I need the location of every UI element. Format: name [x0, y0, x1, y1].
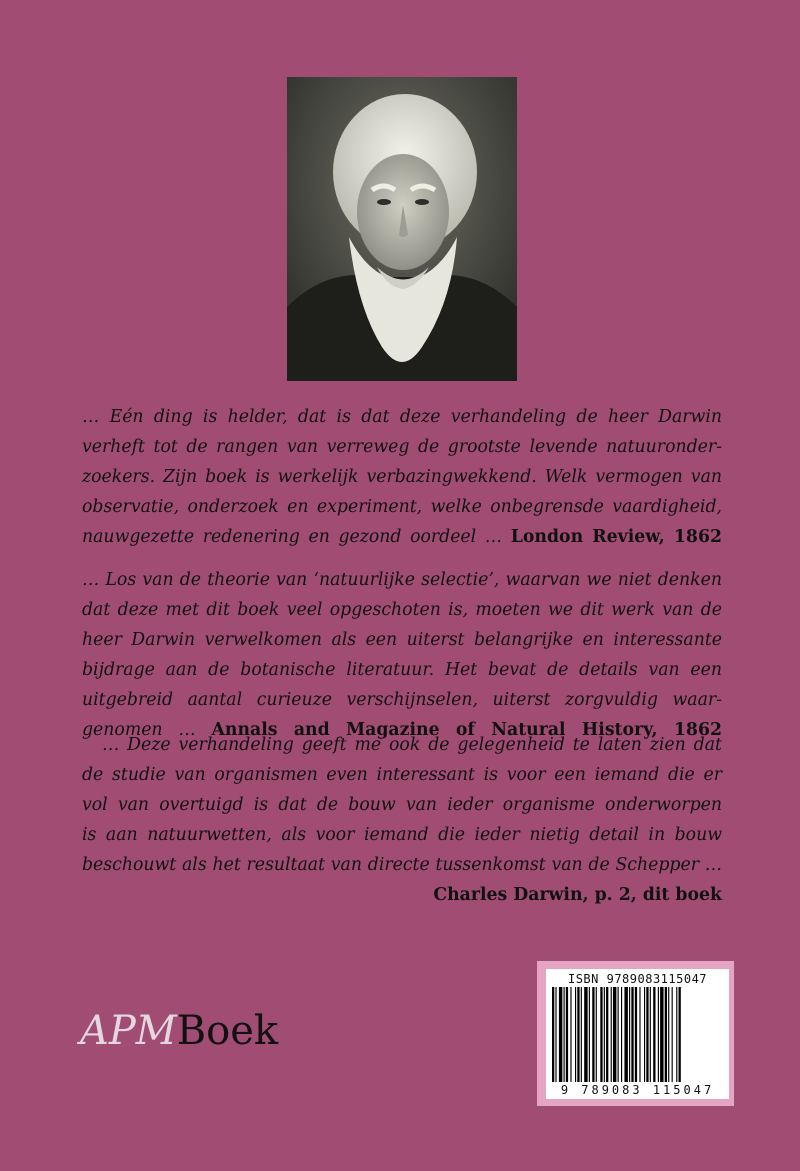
barcode-bar [613, 987, 616, 1087]
barcode-bar [570, 987, 571, 1087]
quote-line: zoekers. Zijn boek is werkelijk verbazingwekkend. Welk vermogen van [82, 467, 722, 487]
barcode-bar [646, 987, 648, 1087]
barcode-bar [658, 987, 659, 1087]
barcode-bar [635, 987, 637, 1087]
barcode-digits: 9 789083 115047 [546, 1082, 729, 1097]
quote-line: … Deze verhandeling geeft me ook de gelegenheid te laten zien dat [102, 735, 722, 755]
barcode-bar [668, 987, 669, 1087]
barcode-bars [552, 987, 724, 1087]
barcode-bar [589, 987, 590, 1087]
quote-source: Annals and Magazine of Natural History, 1862 [211, 720, 723, 740]
quote-line: heer Darwin verwelkomen als een uiterst belangrijke en interessante [82, 630, 722, 650]
barcode-bar [660, 987, 663, 1087]
quote-line-final [82, 522, 722, 552]
quote-line-final [82, 880, 722, 910]
barcode-bar [665, 987, 667, 1087]
publisher-logo [80, 1008, 278, 1054]
quote-line: observatie, onderzoek en experiment, welke onbegrensde vaardigheid, [82, 497, 722, 517]
barcode-bar [555, 987, 556, 1087]
barcode-bar [577, 987, 579, 1087]
barcode-bar [552, 987, 554, 1087]
barcode-bar [650, 987, 651, 1087]
quote-line: is aan natuurwetten, als voor iemand die ieder nietig detail in bouw [82, 825, 722, 845]
logo-apm: APM [80, 1008, 177, 1054]
quote-line: bijdrage aan de botanische literatuur. Het bevat de details van een [82, 660, 722, 680]
barcode-bar [639, 987, 640, 1087]
barcode-bar [606, 987, 608, 1087]
quote-annals [82, 565, 722, 745]
barcode-bar [624, 987, 627, 1087]
quote-line: vol van overtuigd is dat de bouw van ieder organisme onderworpen [82, 795, 722, 815]
quote-line: uitgebreid aantal curieuze verschijnselen, uiterst zorgvuldig waar- [82, 690, 722, 710]
barcode-bar [676, 987, 677, 1087]
quote-line: genomen … [82, 720, 196, 740]
isbn-text: ISBN 9789083115047 [567, 972, 708, 986]
barcode-bar [679, 987, 681, 1087]
quote-darwin [82, 730, 722, 910]
logo-boek: Boek [176, 1008, 279, 1054]
barcode-bar [575, 987, 576, 1087]
barcode-bar [611, 987, 612, 1087]
portrait-icon [287, 77, 517, 381]
barcode-bar [592, 987, 594, 1087]
quote-source: Charles Darwin, p. 2, dit boek [433, 885, 722, 905]
barcode-bar [653, 987, 655, 1087]
barcode-bar [631, 987, 633, 1087]
barcode-bar [581, 987, 582, 1087]
quote-line: verheft tot de rangen van verreweg de grootste levende natuuronder- [82, 437, 722, 457]
barcode-bar [584, 987, 587, 1087]
barcode-bar [600, 987, 602, 1087]
quote-line: beschouwt als het resultaat van directe tussenkomst van de Schepper … [82, 855, 722, 875]
isbn-barcode [546, 969, 729, 1099]
barcode-bar [566, 987, 568, 1087]
quote-line: … Eén ding is helder, dat is dat deze verhandeling de heer Darwin [82, 407, 722, 427]
barcode-bar [644, 987, 645, 1087]
quote-line: de studie van organismen even interessant is voor een iemand die er [82, 765, 722, 785]
barcode-bar [596, 987, 597, 1087]
quote-line: dat deze met dit boek veel opgeschoten is, moeten we dit werk van de [82, 600, 722, 620]
barcode-bar [559, 987, 562, 1087]
quote-line: … Los van de theorie van ‘natuurlijke selectie’, waarvan we niet denken [82, 570, 722, 590]
barcode-bar [621, 987, 622, 1087]
quote-source: London Review, 1862 [510, 527, 722, 547]
barcode-bar [564, 987, 565, 1087]
barcode-bar [629, 987, 630, 1087]
quote-line: nauwgezette redenering en gezond oordeel … [82, 527, 503, 547]
quote-london-review [82, 402, 722, 552]
barcode-bar [604, 987, 605, 1087]
barcode-bar [672, 987, 673, 1087]
portrait-photo [287, 77, 517, 381]
barcode-bar [618, 987, 619, 1087]
